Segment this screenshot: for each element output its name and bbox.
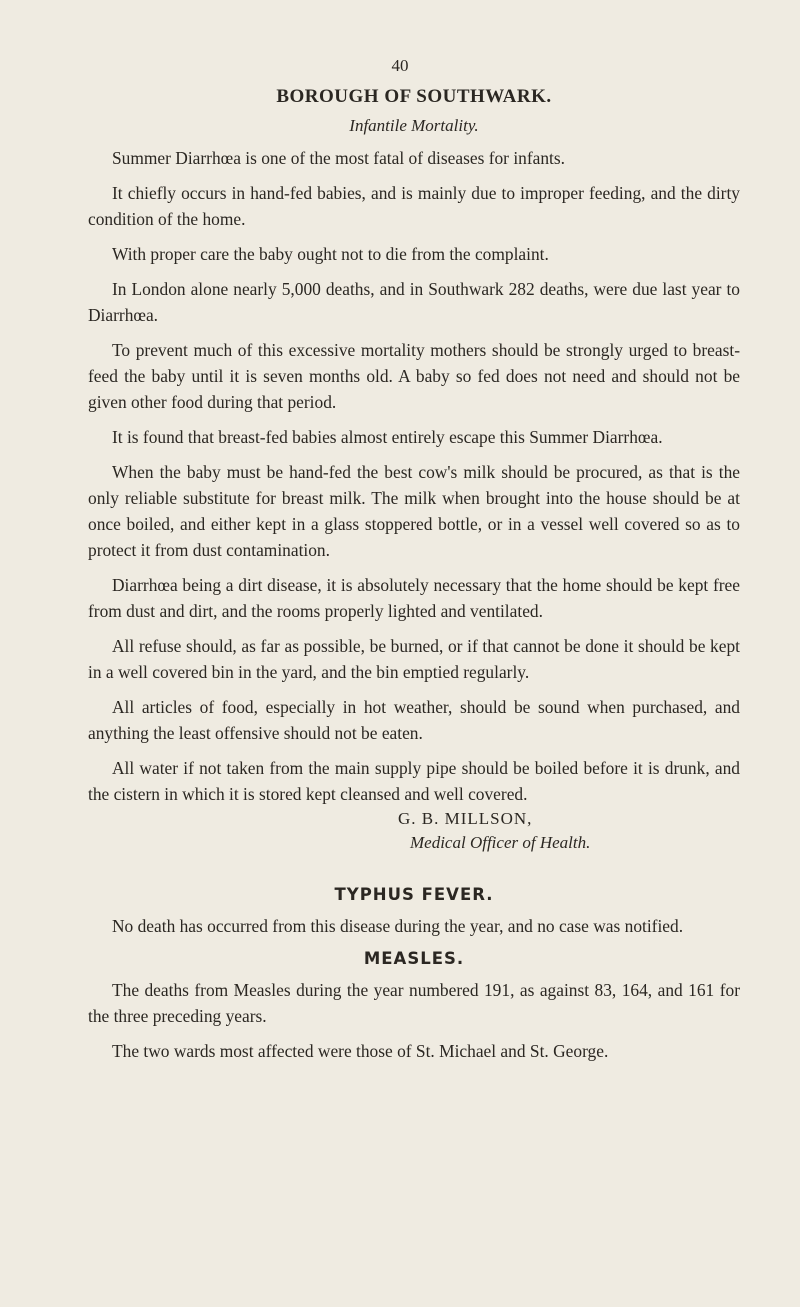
- typhus-paragraph: No death has occurred from this disease during the year, and no case was notified.: [112, 916, 684, 936]
- paragraph: All articles of food, especially in hot weather, should be sound when purchased, and anything the least offensive should not be eaten.: [88, 697, 740, 743]
- paragraph: To prevent much of this excessive mortality mothers should be strongly urged to breast-feed the baby until it is seven months old. A baby so fed does not need and should not be given other food during that period.: [88, 340, 740, 412]
- paragraph: When the baby must be hand-fed the best cow's milk should be procured, as that is the only reliable substitute for breast milk. The milk when brought into the house should be at once boiled, and either kept in a glass stoppered bottle, or in a vessel well covered so as to protect it from dust contamination.: [88, 462, 740, 560]
- measles-paragraph: The deaths from Measles during the year numbered 191, as against 83, 164, and 161 for the three preceding years.: [88, 980, 740, 1026]
- document-heading: BOROUGH OF SOUTHWARK.: [276, 86, 552, 107]
- paragraph: All refuse should, as far as possible, be burned, or if that cannot be done it should be kept in a well covered bin in the yard, and the bin emptied regularly.: [88, 636, 740, 682]
- page-number: 40: [391, 56, 409, 75]
- paragraph: With proper care the baby ought not to die from the complaint.: [112, 244, 549, 264]
- measles-heading: MEASLES.: [363, 949, 465, 968]
- page-body: [88, 86, 740, 1064]
- paragraph: All water if not taken from the main supply pipe should be boiled before it is drunk, and the cistern in which it is stored kept cleansed and well covered.: [88, 758, 740, 804]
- paragraph: In London alone nearly 5,000 deaths, and in Southwark 282 deaths, were due last year to Diarrhœa.: [88, 279, 740, 325]
- paragraph: It is found that breast-fed babies almost entirely escape this Summer Diarrhœa.: [112, 427, 663, 447]
- measles-paragraph: The two wards most affected were those of St. Michael and St. George.: [112, 1041, 609, 1061]
- paragraph: Diarrhœa being a dirt disease, it is absolutely necessary that the home should be kept free from dust and dirt, and the rooms properly lighted and ventilated.: [88, 575, 740, 621]
- signature-name: G. B. MILLSON,: [398, 809, 533, 828]
- paragraph: Summer Diarrhœa is one of the most fatal of diseases for infants.: [112, 148, 566, 168]
- typhus-heading: TYPHUS FEVER.: [334, 885, 494, 904]
- signature-title: Medical Officer of Health.: [410, 833, 591, 852]
- section-subheading: Infantile Mortality.: [349, 116, 479, 135]
- paragraph: It chiefly occurs in hand-fed babies, and is mainly due to improper feeding, and the dirty condition of the home.: [88, 183, 740, 229]
